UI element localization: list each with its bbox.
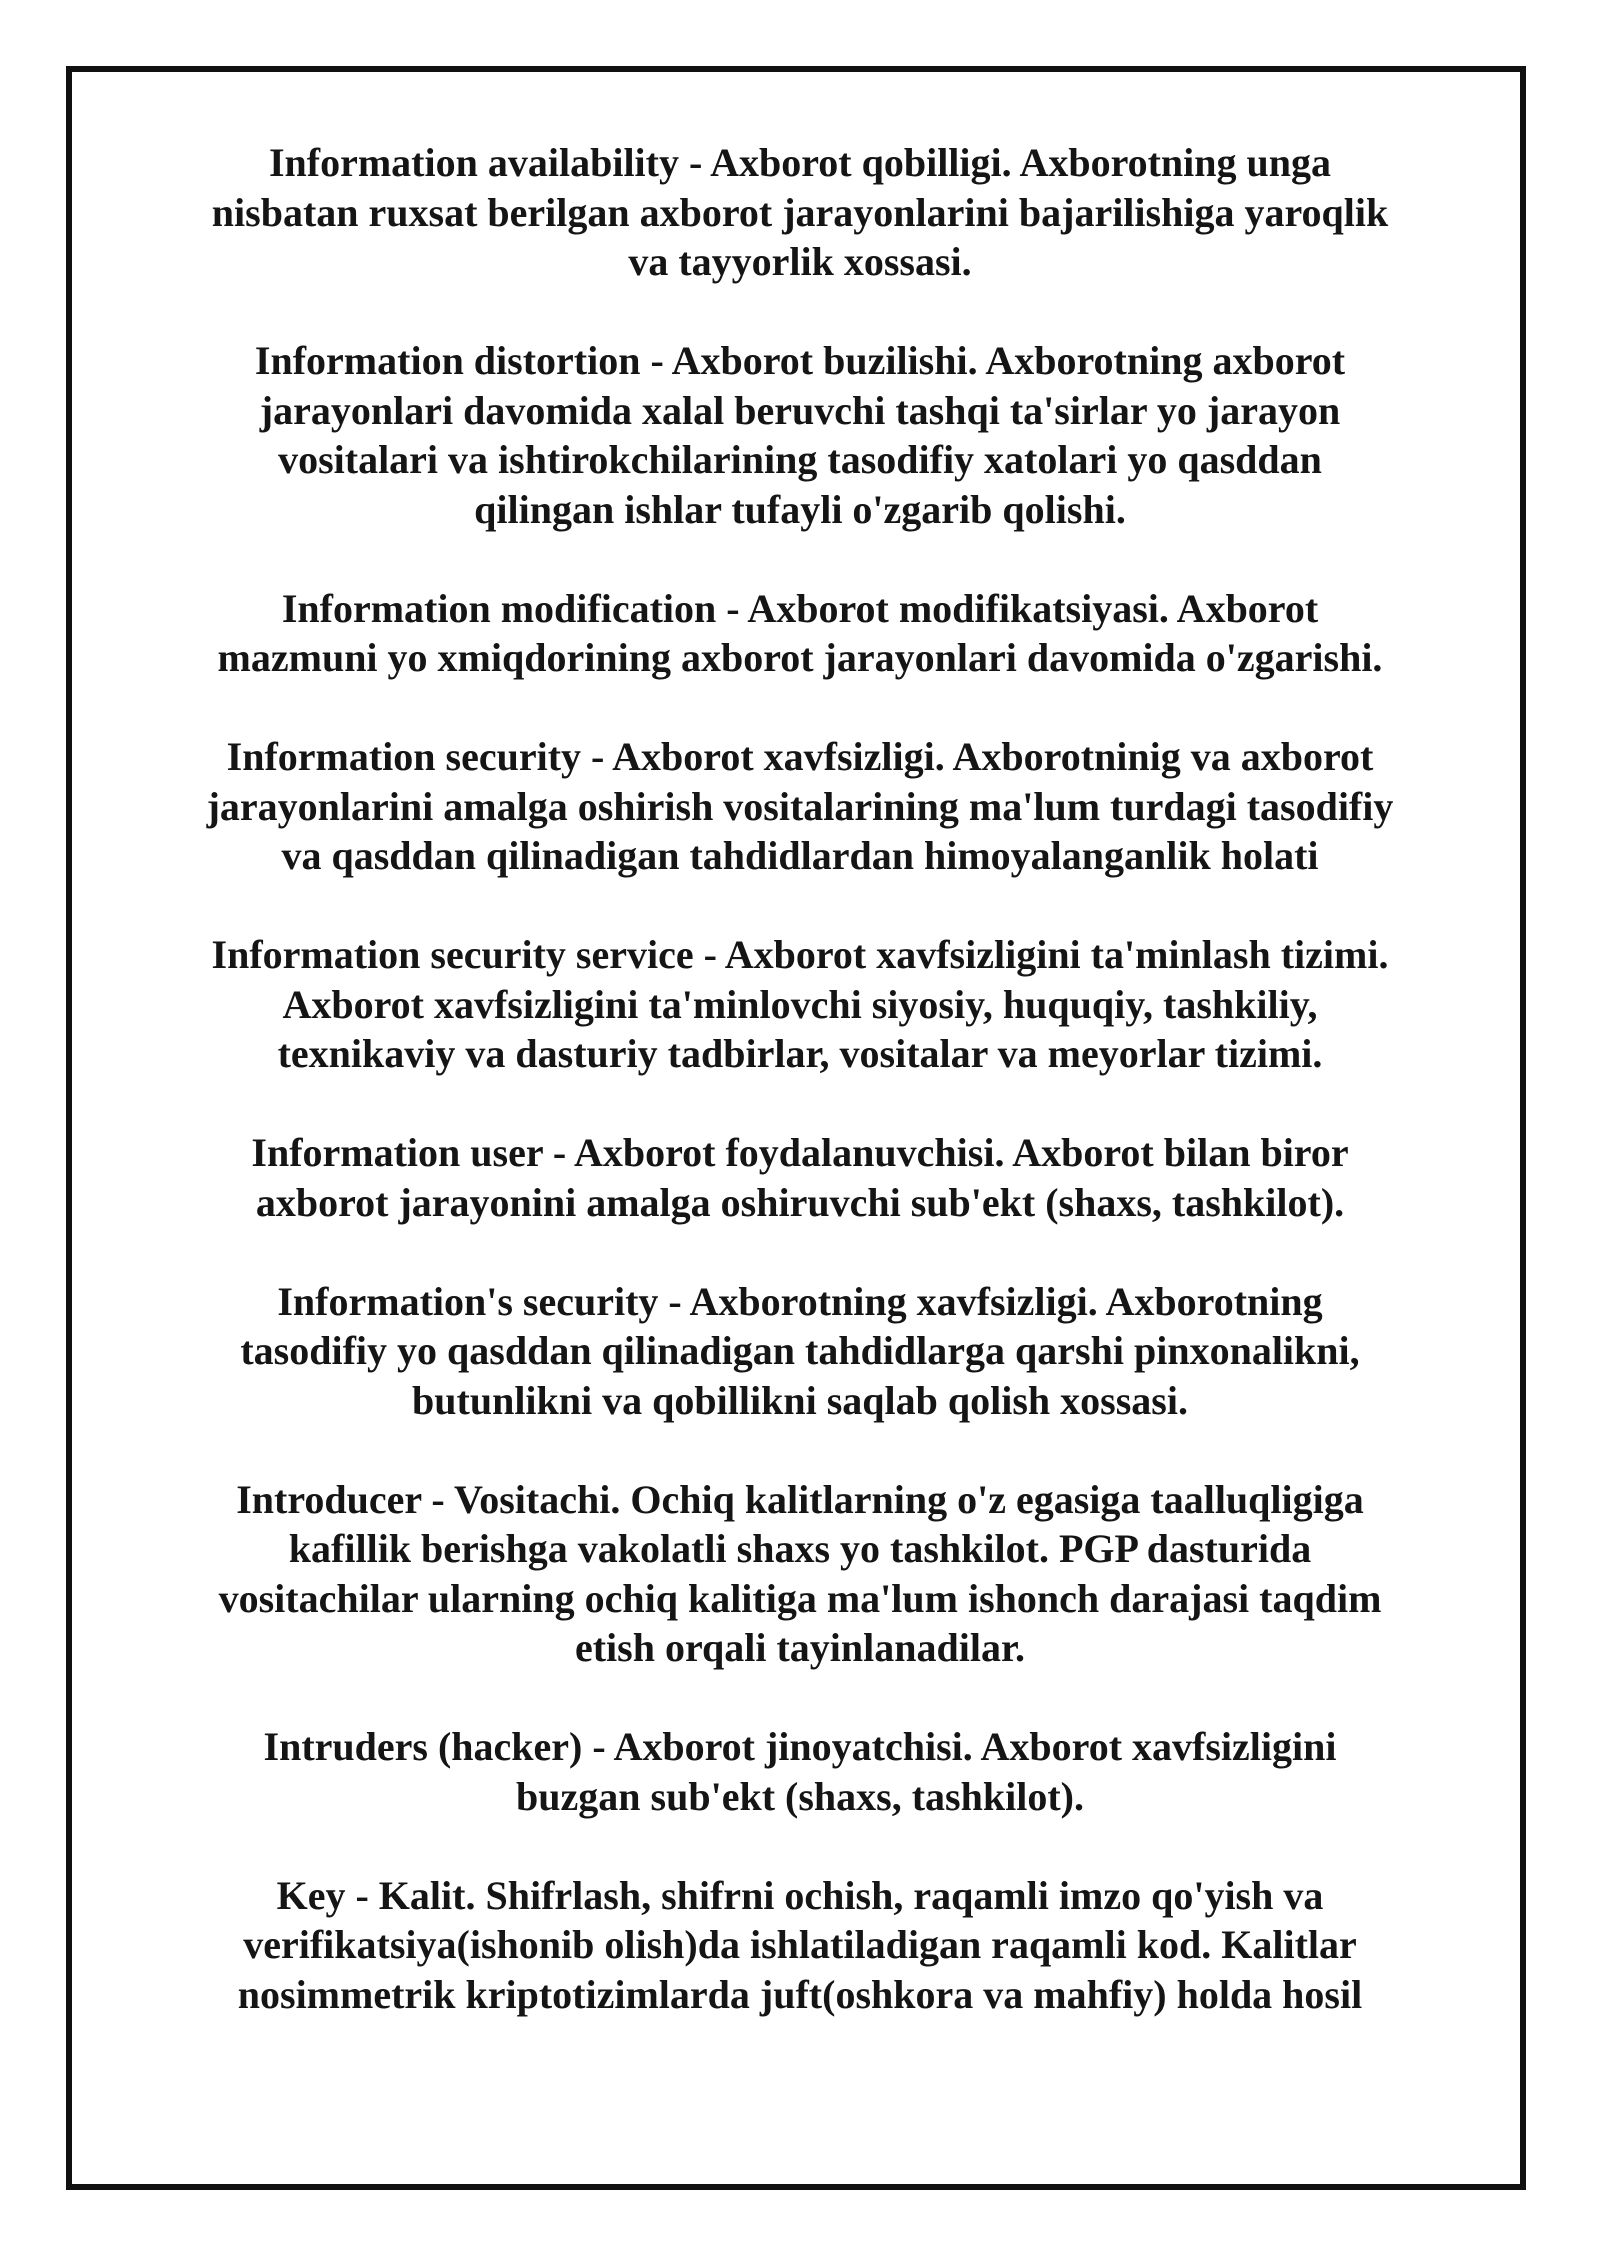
glossary-entry-intruders (110, 1722, 1490, 1821)
entry-line: Intruders (hacker) - Axborot jinoyatchisi. Axborot xavfsizligini (263, 1724, 1337, 1769)
entry-line: Information distortion - Axborot buzilishi. Axborotning axborot (254, 338, 1346, 383)
glossary-entry-information-user (110, 1128, 1490, 1227)
entry-line: vositalari va ishtirokchilarining tasodifiy xatolari yo qasddan (278, 437, 1322, 482)
glossary-entry-key (110, 1871, 1490, 2020)
entry-line: jarayonlarini amalga oshirish vositalarining ma'lum turdagi tasodifiy (206, 783, 1394, 829)
entry-line: Axborot xavfsizligini ta'minlovchi siyosiy, huquqiy, tashkiliy, (282, 981, 1318, 1027)
entry-line: Information availability - Axborot qobilligi. Axborotning unga (268, 140, 1332, 185)
entry-line: butunlikni va qobillikni saqlab qolish xossasi. (412, 1377, 1188, 1423)
glossary-entry-information-distortion (110, 336, 1490, 534)
entry-line: nisbatan ruxsat berilgan axborot jarayonlarini bajarilishiga yaroqlik (211, 189, 1389, 235)
entry-line: qilingan ishlar tufayli o'zgarib qolishi. (474, 486, 1126, 532)
entry-line: jarayonlari davomida xalal beruvchi tashqi ta'sirlar yo jarayon (259, 387, 1341, 433)
glossary-entry-information-security (110, 732, 1490, 881)
entry-line: va qasddan qilinadigan tahdidlardan himoyalanganlik holati (281, 833, 1319, 878)
entry-line: nosimmetrik kriptotizimlarda juft(oshkora va mahfiy) holda hosil (237, 1971, 1363, 2017)
glossary-entry-information-availability (110, 138, 1490, 287)
entry-line: va tayyorlik xossasi. (628, 239, 972, 284)
entry-line: axborot jarayonini amalga oshiruvchi sub'ekt (shaxs, tashkilot). (255, 1179, 1345, 1225)
glossary-entry-introducer (110, 1475, 1490, 1673)
glossary-entry-information-security-service (110, 930, 1490, 1079)
entry-line: etish orqali tayinlanadilar. (574, 1625, 1026, 1670)
entry-line: Information security service - Axborot xavfsizligini ta'minlash tizimi. (211, 932, 1389, 977)
entry-line: Information's security - Axborotning xavfsizligi. Axborotning (277, 1278, 1323, 1324)
entry-line: Information modification - Axborot modifikatsiyasi. Axborot (281, 585, 1319, 631)
glossary-content (110, 138, 1490, 2019)
entry-line: texnikaviy va dasturiy tadbirlar, vositalar va meyorlar tizimi. (277, 1031, 1323, 1076)
entry-line: buzgan sub'ekt (shaxs, tashkilot). (516, 1773, 1084, 1819)
entry-line: tasodifiy yo qasddan qilinadigan tahdidlarga qarshi pinxonalikni, (240, 1328, 1360, 1373)
entry-line: mazmuni yo xmiqdorining axborot jarayonlari davomida o'zgarishi. (217, 635, 1383, 680)
entry-line: verifikatsiya(ishonib olish)da ishlatiladigan raqamli kod. Kalitlar (243, 1922, 1357, 1967)
entry-line: Key - Kalit. Shifrlash, shifrni ochish, raqamli imzo qo'yish va (276, 1872, 1324, 1918)
glossary-entry-informations-security (110, 1277, 1490, 1426)
entry-line: vositachilar ularning ochiq kalitiga ma'lum ishonch darajasi taqdim (218, 1575, 1382, 1621)
entry-line: Information security - Axborot xavfsizligi. Axborotninig va axborot (226, 734, 1374, 779)
entry-line: Information user - Axborot foydalanuvchisi. Axborot bilan biror (251, 1130, 1349, 1175)
entry-line: kafillik berishga vakolatli shaxs yo tashkilot. PGP dasturida (288, 1526, 1312, 1571)
entry-line: Introducer - Vositachi. Ochiq kalitlarning o'z egasiga taalluqligiga (236, 1476, 1364, 1522)
glossary-entry-information-modification (110, 584, 1490, 683)
